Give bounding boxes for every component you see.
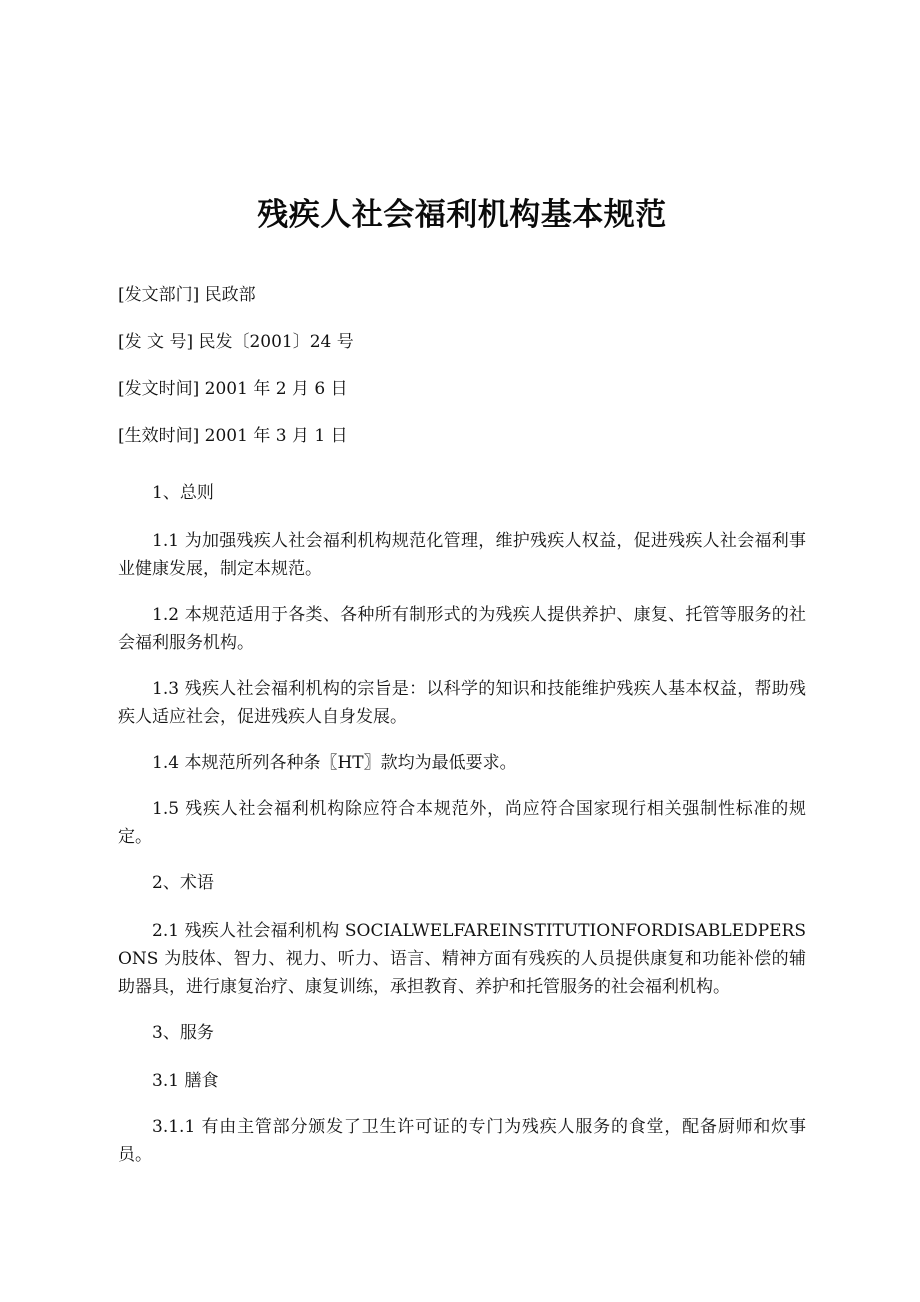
metadata-line-issue-date: [发文时间] 2001 年 2 月 6 日: [118, 379, 348, 399]
document-body: [118, 0, 806, 1169]
section-heading-1: 1、总则: [152, 483, 214, 503]
clause-2-1: 2.1 残疾人社会福利机构 SOCIALWELFAREINSTITUTIONFORDISABLEDPERSONS 为肢体、智力、视力、听力、语言、精神方面有残疾的人员提供康复和功能补偿的辅助器具，进行康复治疗、康复训练，承担教育、养护和托管服务的社会福利机构。: [118, 921, 806, 997]
clause-1-3: 1.3 残疾人社会福利机构的宗旨是：以科学的知识和技能维护残疾人基本权益，帮助残疾人适应社会，促进残疾人自身发展。: [118, 679, 806, 727]
clause-1-1: 1.1 为加强残疾人社会福利机构规范化管理，维护残疾人权益，促进残疾人社会福利事业健康发展，制定本规范。: [118, 531, 806, 579]
clause-3-1-1: 3.1.1 有由主管部分颁发了卫生许可证的专门为残疾人服务的食堂，配备厨师和炊事员。: [118, 1117, 806, 1165]
document-metadata: [118, 284, 806, 447]
metadata-line-issuing-department: [发文部门] 民政部: [118, 285, 256, 305]
section-heading-3: 3、服务: [152, 1023, 214, 1043]
subsection-heading-3-1: 3.1 膳食: [152, 1071, 219, 1091]
metadata-line-effective-date: [生效时间] 2001 年 3 月 1 日: [118, 426, 348, 446]
clause-1-2: 1.2 本规范适用于各类、各种所有制形式的为残疾人提供养护、康复、托管等服务的社会福利服务机构。: [118, 605, 806, 653]
clause-1-5: 1.5 残疾人社会福利机构除应符合本规范外，尚应符合国家现行相关强制性标准的规定。: [118, 799, 806, 847]
document-content: [118, 479, 806, 1169]
metadata-line-document-number: [发 文 号] 民发〔2001〕24 号: [118, 332, 354, 352]
page-title: 残疾人社会福利机构基本规范: [257, 197, 667, 233]
section-heading-2: 2、术语: [152, 873, 214, 893]
clause-1-4: 1.4 本规范所列各种条〖HT〗款均为最低要求。: [152, 753, 517, 773]
